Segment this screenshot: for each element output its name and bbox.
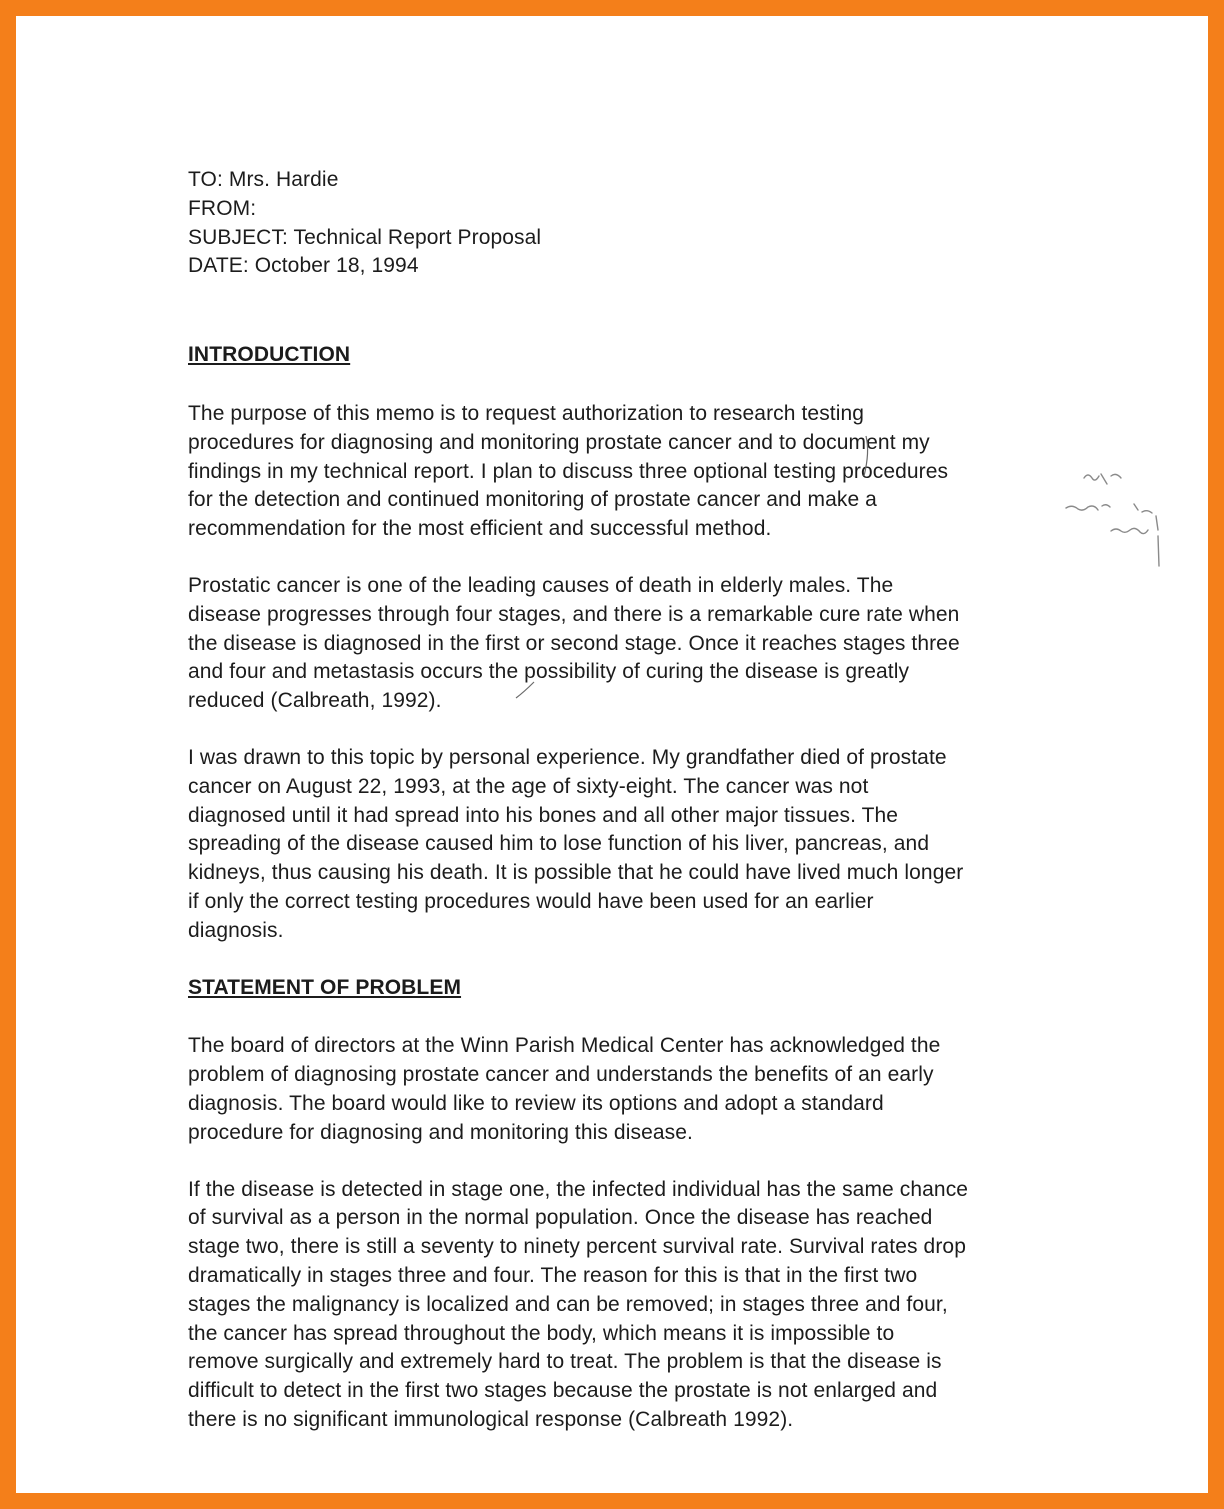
memo-from: FROM: (188, 196, 257, 220)
intro-paragraph-2 (188, 572, 1088, 716)
problem-paragraph-1 (188, 1032, 1088, 1147)
intro-paragraph-3 (188, 744, 1088, 946)
text-line: procedure for diagnosing and monitoring this disease. (188, 1120, 693, 1144)
memo-date: DATE: October 18, 1994 (188, 254, 419, 278)
text-line: The purpose of this memo is to request authorization to research testing (188, 401, 865, 425)
text-line: The board of directors at the Winn Parish Medical Center has acknowledged the (188, 1034, 941, 1058)
introduction-heading: INTRODUCTION (188, 343, 351, 367)
text-line: and four and metastasis occurs the possibility of curing the disease is greatly (188, 660, 910, 684)
text-line: for the detection and continued monitoring of prostate cancer and make a (188, 488, 877, 512)
memo-document (188, 166, 1088, 1463)
text-line: the disease is diagnosed in the first or second stage. Once it reaches stages three (188, 631, 960, 655)
intro-paragraph-1 (188, 400, 1088, 544)
text-line: dramatically in stages three and four. The reason for this is that in the first two (188, 1263, 918, 1287)
text-line: there is no significant immunological response (Calbreath 1992). (188, 1407, 794, 1431)
text-line: Prostatic cancer is one of the leading causes of death in elderly males. The (188, 573, 894, 597)
text-line: cancer on August 22, 1993, at the age of sixty-eight. The cancer was not (188, 774, 869, 798)
text-line: the cancer has spread throughout the body, which means it is impossible to (188, 1321, 895, 1345)
text-line: difficult to detect in the first two stages because the prostate is not enlarged and (188, 1379, 938, 1403)
text-line: of survival as a person in the normal population. Once the disease has reached (188, 1206, 933, 1230)
text-line: recommendation for the most efficient and successful method. (188, 517, 772, 541)
memo-header (188, 166, 1088, 281)
text-line: procedures for diagnosing and monitoring prostate cancer and to document my (188, 430, 930, 454)
text-line: problem of diagnosing prostate cancer and understands the benefits of an early (188, 1063, 934, 1087)
problem-heading: STATEMENT OF PROBLEM (188, 975, 462, 999)
text-line: reduced (Calbreath, 1992). (188, 689, 442, 713)
text-line: diagnosis. (188, 918, 284, 942)
text-line: spreading of the disease caused him to lose function of his liver, pancreas, and (188, 832, 930, 856)
text-line: disease progresses through four stages, and there is a remarkable cure rate when (188, 602, 960, 626)
text-line: stages the malignancy is localized and can be removed; in stages three and four, (188, 1292, 948, 1316)
text-line: if only the correct testing procedures would have been used for an earlier (188, 889, 874, 913)
memo-subject: SUBJECT: Technical Report Proposal (188, 225, 542, 249)
text-line: diagnosis. The board would like to review its options and adopt a standard (188, 1091, 884, 1115)
text-line: stage two, there is still a seventy to ninety percent survival rate. Survival rates drop (188, 1235, 966, 1259)
text-line: kidneys, thus causing his death. It is possible that he could have lived much longer (188, 861, 964, 885)
problem-paragraph-2 (188, 1176, 1088, 1435)
text-line: If the disease is detected in stage one, the infected individual has the same chance (188, 1177, 969, 1201)
text-line: findings in my technical report. I plan to discuss three optional testing procedures (188, 459, 949, 483)
text-line: remove surgically and extremely hard to treat. The problem is that the disease is (188, 1350, 942, 1374)
memo-to: TO: Mrs. Hardie (188, 168, 339, 191)
text-line: diagnosed until it had spread into his bones and all other major tissues. The (188, 803, 899, 827)
text-line: I was drawn to this topic by personal experience. My grandfather died of prostate (188, 745, 947, 769)
